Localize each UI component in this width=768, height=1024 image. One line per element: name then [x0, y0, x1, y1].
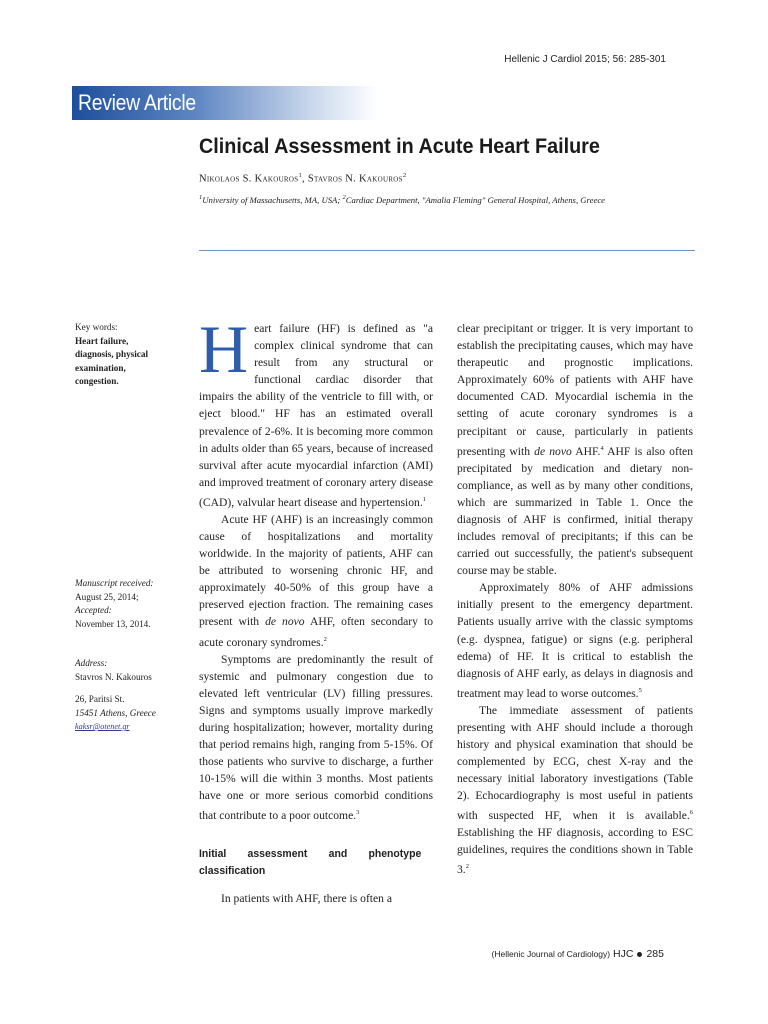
body-paragraph: [199, 890, 433, 907]
article-type-label: Review Article: [78, 90, 196, 115]
paragraph-text: Symptoms are predominantly the result of systemic and pulmonary congestion due to elevated left ventricular (LV) filling pressures. Signs and symptoms usually improve markedly during hospitalization; however, mortality during that period remains high, ranging from 5-15%. Of those patients who survive to discharge, a further 10-15% will die within 3 months. Most patients have one or more serious comorbid conditions that contribute to a poor outcome.: [199, 652, 433, 823]
accepted-label: Accepted:: [75, 605, 112, 615]
paragraph-text: In patients with AHF, there is often a: [221, 892, 393, 906]
author-list: [199, 172, 406, 185]
paragraph-text: AHF.: [571, 444, 601, 458]
citation-marker: 6: [689, 809, 693, 817]
received-date: August 25, 2014;: [75, 591, 139, 602]
body-paragraph: [199, 651, 433, 825]
address-line: Stavros N. Kakouros: [75, 671, 152, 682]
affiliation-marker: 2: [342, 194, 346, 201]
author-separator: ,: [302, 173, 308, 185]
body-paragraph: [199, 311, 433, 511]
section-heading: Initial assessment and phenotype classification: [199, 848, 422, 878]
page-number: 285: [646, 948, 664, 960]
address-line: 26, Paritsi St.: [75, 694, 125, 704]
body-column-left: [199, 311, 433, 907]
citation-marker: 4: [600, 444, 604, 452]
email-link[interactable]: kaksr@otenet.gr: [75, 722, 130, 731]
body-paragraph: [457, 702, 693, 879]
keyword-line: Heart failure,: [75, 335, 129, 346]
paragraph-text: eart failure (HF) is defined as "a complex clinical syndrome that can result from any structural or functional cardiac disorder that impairs the ability of the ventricle to fill with, or eject blood." HF has an estimated overall prevalence of 2-6%. It is becoming more common in adults older than 65 years, because of increased survival after acute myocardial infarction (AMI) and improved treatment of coronary artery disease (CAD), valvular heart disease and hypertension.: [199, 322, 433, 509]
article-title: Clinical Assessment in Acute Heart Failure: [199, 134, 600, 158]
paragraph-text: AHF, often secondary to acute coronary syndromes.: [199, 615, 433, 649]
author-name: Nikolaos S. Kakouros: [199, 173, 299, 185]
paragraph-text: Acute HF (AHF) is an increasingly common cause of hospitalizations and mortality worldwide. In the majority of patients, AHF can be attributed to worsening chronic HF, and approximately 40-50% of this group have a preserved ejection fraction. The remaining cases present with: [199, 512, 433, 629]
body-column-right: [457, 320, 693, 878]
article-type-banner: [72, 86, 378, 120]
paragraph-text: clear precipitant or trigger. It is very important to establish the precipitating causes, which may have therapeutic and prognostic implications. Approximately 60% of patients with AHF have documented CAD. Myocardial ischemia in the setting of acute coronary syndromes is a precipitant or cause, particularly in patients presenting with: [457, 322, 693, 458]
citation-marker: 3: [356, 809, 360, 817]
bullet-icon: [637, 952, 642, 957]
body-paragraph: [457, 579, 693, 702]
keywords-block: [75, 321, 148, 389]
affiliations: [199, 194, 605, 205]
accepted-date: November 13, 2014.: [75, 618, 151, 629]
citation-marker: 1: [422, 495, 427, 503]
affiliation-marker: 1: [199, 194, 203, 201]
citation-marker: 5: [638, 686, 642, 694]
page-footer: [492, 948, 664, 960]
manuscript-dates: [75, 577, 154, 631]
address-line: 15451 Athens, Greece: [75, 707, 156, 718]
body-paragraph: [199, 511, 433, 651]
address-label: Address:: [75, 658, 108, 668]
footer-journal-abbr: HJC: [613, 948, 634, 960]
paragraph-text: AHF is also often precipitated by medication and dietary non-compliance, as well as by many other conditions, which are summarized in Table 1. Once the diagnosis of AHF is confirmed, initial therapy includes removal of precipitants; if this can be carried out successfully, the patient's subsequent course may be stable.: [457, 444, 693, 578]
keyword-line: diagnosis, physical: [75, 349, 149, 359]
affiliation-marker: 2: [402, 172, 407, 179]
keyword-line: examination,: [75, 362, 126, 373]
drop-cap: H: [199, 311, 249, 387]
journal-reference: Hellenic J Cardiol 2015; 56: 285-301: [504, 54, 666, 65]
paragraph-italic: de novo: [265, 615, 305, 629]
paragraph-text: The immediate assessment of patients presenting with AHF should include a thorough history and physical examination that should be complemented by ECG, chest X-ray and the necessary initial laboratory investigations (Table 2). Echocardiography is most useful in patients with suspected HF, when it is available.: [457, 703, 693, 823]
body-paragraph: [457, 320, 693, 579]
paragraph-text: Establishing the HF diagnosis, according to ESC guidelines, requires the conditions shown in Table 3.: [457, 826, 693, 877]
affiliation-marker: 1: [298, 172, 303, 179]
received-label: Manuscript received:: [75, 578, 154, 588]
citation-marker: 2: [465, 863, 469, 871]
header-divider: [199, 250, 695, 251]
keywords-label: Key words:: [75, 322, 118, 332]
paragraph-italic: de novo: [534, 444, 572, 458]
paragraph-text: Approximately 80% of AHF admissions initially present to the emergency department. Patients usually arrive with the classic symptoms (e.g. dyspnea, fatigue) or signs (e.g. peripheral edema) of HF. It is critical to establish the diagnosis of AHF early, as delays in diagnosis and treatment may lead to worse outcomes.: [457, 581, 693, 700]
author-name: Stavros N. Kakouros: [307, 173, 403, 185]
citation-marker: 2: [323, 635, 327, 643]
affiliation-text: University of Massachusetts, MA, USA;: [202, 194, 343, 205]
address-block: [75, 657, 156, 734]
affiliation-text: Cardiac Department, "Amalia Fleming" General Hospital, Athens, Greece: [345, 194, 606, 205]
footer-journal-name: (Hellenic Journal of Cardiology): [491, 949, 611, 959]
keyword-line: congestion.: [75, 376, 119, 386]
